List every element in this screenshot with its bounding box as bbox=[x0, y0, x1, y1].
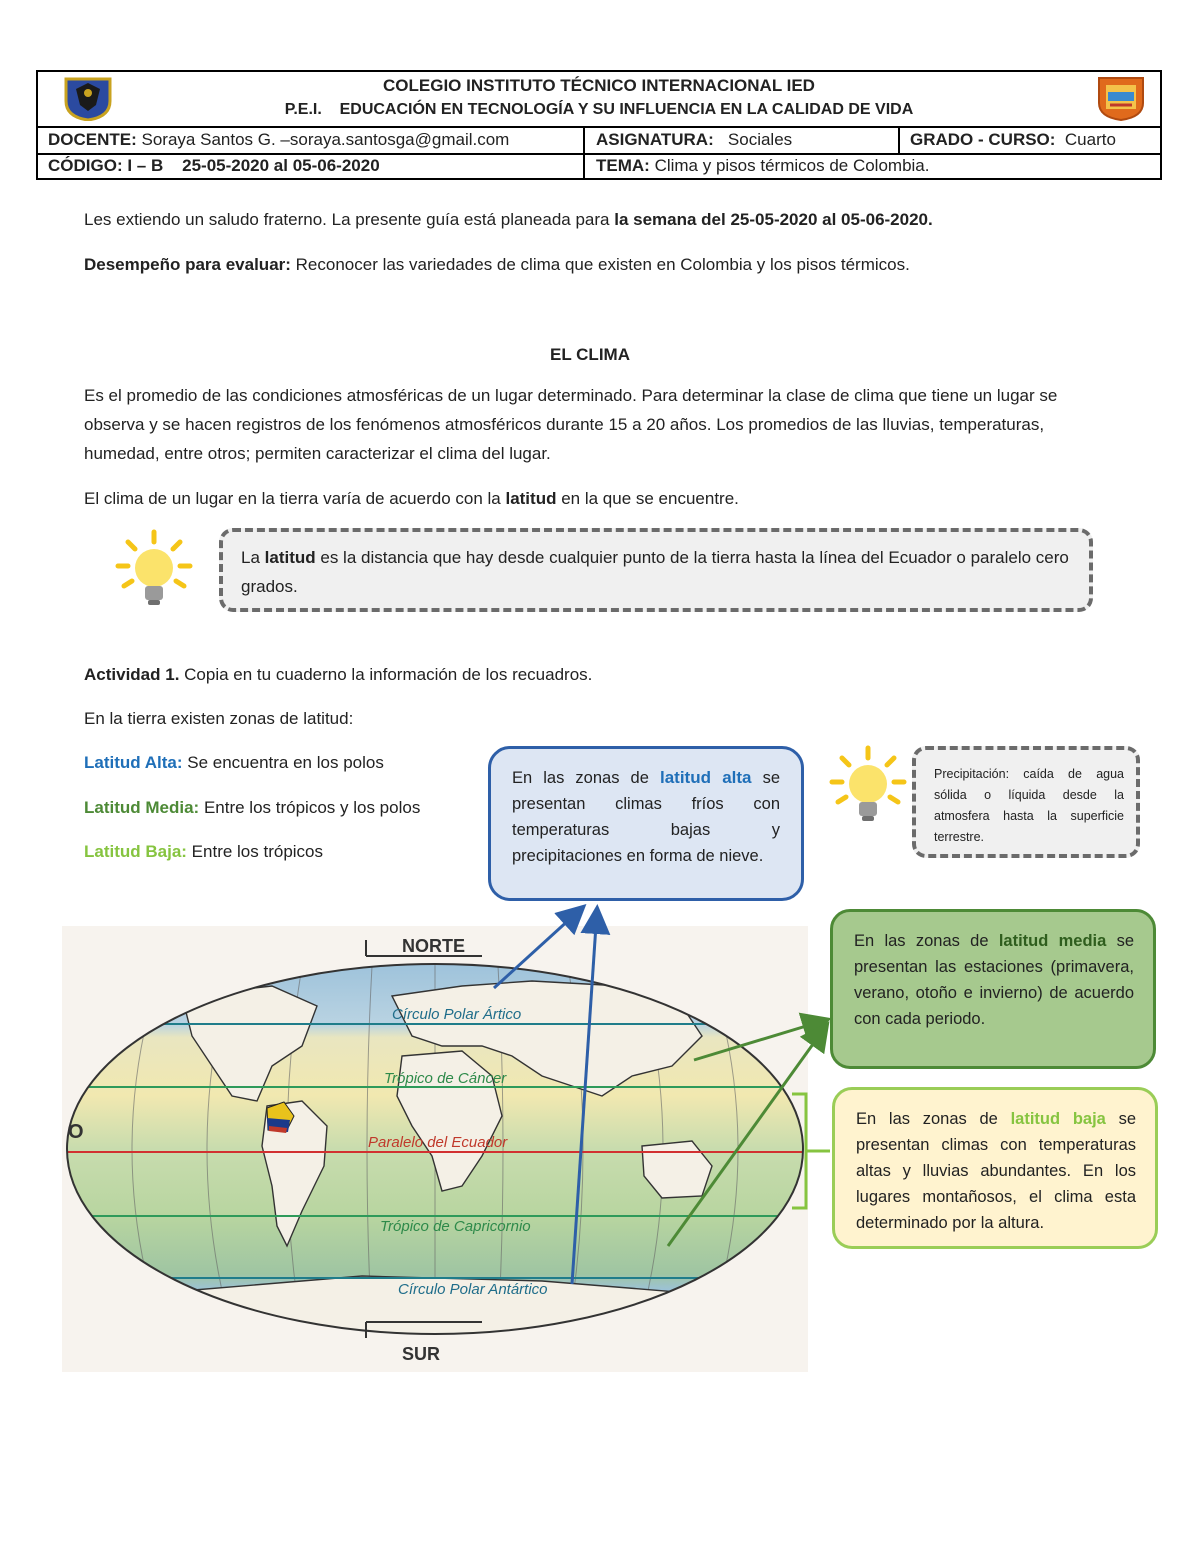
codigo: CÓDIGO: I – B 25-05-2020 al 05-06-2020 bbox=[48, 155, 380, 175]
asignatura-label: ASIGNATURA: bbox=[596, 129, 714, 149]
precipitacion-callout: Precipitación: caída de agua sólida o líquida desde la atmosfera hasta la superficie terrestre. bbox=[912, 746, 1140, 858]
tema-value: Clima y pisos térmicos de Colombia. bbox=[654, 155, 930, 175]
header-table bbox=[36, 70, 1162, 180]
latitud-baja-item: Latitud Baja: Entre los trópicos bbox=[84, 842, 324, 861]
latitud-alta-box: En las zonas de latitud alta se presentan climas fríos con temperaturas bajas y precipitaciones en forma de nieve. bbox=[488, 746, 804, 901]
sur-label: SUR bbox=[402, 1344, 441, 1364]
world-map bbox=[62, 926, 808, 1372]
grado-label: GRADO - CURSO: bbox=[910, 129, 1056, 149]
section-title: EL CLIMA bbox=[550, 345, 630, 364]
lightbulb-icon bbox=[114, 528, 194, 610]
latitud-definition-callout: La latitud es la distancia que hay desde cualquier punto de la tierra hasta la línea del Ecuador o paralelo cero grados. bbox=[219, 528, 1093, 612]
circulo-antartico-label: Círculo Polar Antártico bbox=[398, 1281, 548, 1298]
latitud-baja-box: En las zonas de latitud baja se presentan climas con temperaturas altas y lluvias abundantes. En los lugares montañosos, el clima esta determinado por la altura. bbox=[832, 1087, 1158, 1249]
tropico-cancer-label: Trópico de Cáncer bbox=[384, 1070, 507, 1087]
world-map-graphic bbox=[62, 926, 808, 1372]
header-title-row bbox=[38, 72, 1160, 128]
school-shield-icon bbox=[1096, 75, 1146, 121]
clima-paragraph: Es el promedio de las condiciones atmosféricas de un lugar determinado. Para determinar la clase de clima que tiene un lugar se observa y se hacen registros de los fenómenos atmosféricos durante 15 a 20 años. Los promedios de las lluvias, temperaturas, humedad, entre otros; permiten caracterizar el clima del lugar. bbox=[84, 386, 1058, 463]
tema-label: TEMA: bbox=[596, 155, 650, 175]
desempeno: Desempeño para evaluar: Reconocer las variedades de clima que existen en Colombia y los pisos térmicos. bbox=[84, 255, 910, 274]
lightbulb-icon bbox=[828, 744, 908, 826]
svg-text:O: O bbox=[68, 1121, 84, 1143]
tropico-capricornio-label: Trópico de Capricornio bbox=[380, 1218, 531, 1235]
header-row-codigo bbox=[38, 153, 1160, 178]
circulo-artico-label: Círculo Polar Ártico bbox=[392, 1006, 522, 1023]
latitud-alta-item: Latitud Alta: Se encuentra en los polos bbox=[84, 753, 384, 772]
latitud-media-box: En las zonas de latitud media se presentan las estaciones (primavera, verano, otoño e invierno) de acuerdo con cada periodo. bbox=[830, 909, 1156, 1069]
greeting: Les extiendo un saludo fraterno. La presente guía está planeada para la semana del 25-05-2020 al 05-06-2020. bbox=[84, 210, 933, 229]
zones-intro: En la tierra existen zonas de latitud: bbox=[84, 709, 354, 728]
pei-title: P.E.I. EDUCACIÓN EN TECNOLOGÍA Y SU INFLUENCIA EN LA CALIDAD DE VIDA bbox=[284, 101, 914, 118]
grado-value: Cuarto bbox=[1064, 129, 1116, 149]
header-row-docente bbox=[38, 126, 1160, 155]
docente-label: DOCENTE: bbox=[48, 129, 137, 149]
school-name: COLEGIO INSTITUTO TÉCNICO INTERNACIONAL IED bbox=[383, 76, 815, 95]
latitud-sentence: El clima de un lugar en la tierra varía de acuerdo con la latitud en la que se encuentre. bbox=[84, 489, 739, 508]
asignatura-value: Sociales bbox=[727, 129, 793, 149]
docente-value: Soraya Santos G. –soraya.santosga@gmail.com bbox=[141, 129, 510, 149]
latitud-media-item: Latitud Media: Entre los trópicos y los polos bbox=[84, 798, 421, 817]
ecuador-label: Paralelo del Ecuador bbox=[368, 1134, 508, 1151]
norte-label: NORTE bbox=[402, 936, 465, 956]
activity-1: Actividad 1. Copia en tu cuaderno la información de los recuadros. bbox=[84, 665, 593, 684]
